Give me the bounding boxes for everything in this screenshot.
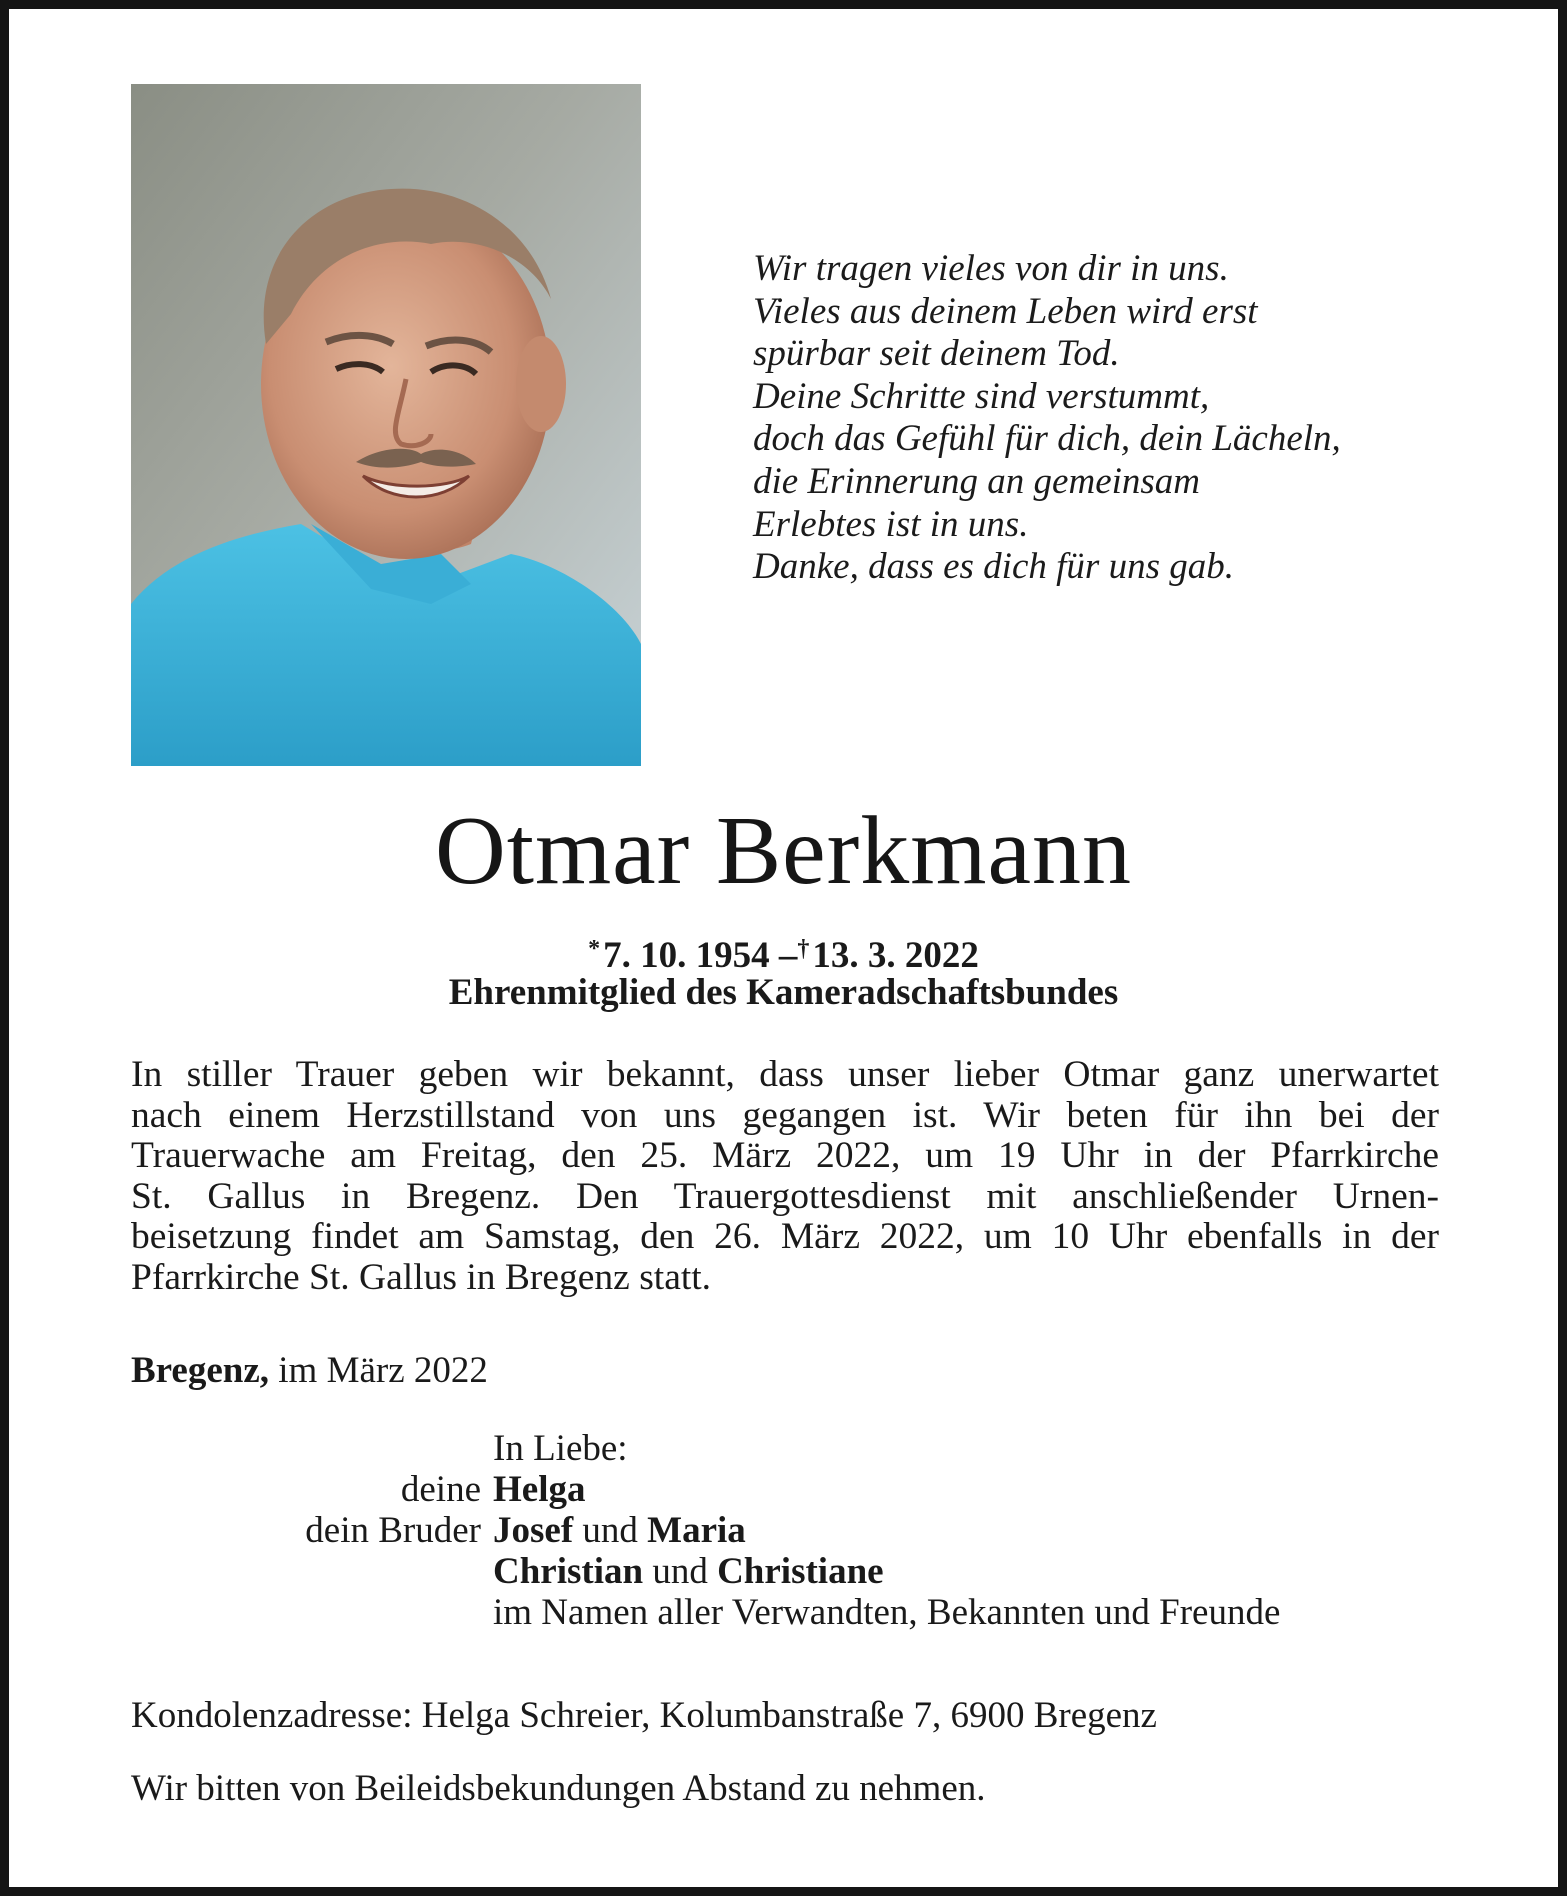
mourner-name: Josef bbox=[493, 1510, 574, 1551]
announcement-line: Trauerwache am Freitag, den 25. März 2022, um 19 Uhr in der Pfarrkirche bbox=[131, 1135, 1439, 1176]
verse-line: Danke, dass es dich für uns gab. bbox=[753, 546, 1234, 588]
verse-line: die Erinnerung an gemeinsam bbox=[753, 460, 1201, 502]
verse-line: Deine Schritte sind verstummt, bbox=[753, 375, 1210, 417]
honorary-title: Ehrenmitglied des Kameradschaftsbundes bbox=[448, 972, 1119, 1013]
announcement-text bbox=[131, 1055, 1439, 1298]
memorial-verse bbox=[753, 248, 1453, 589]
announcement-line: Pfarrkirche St. Gallus in Bregenz statt. bbox=[131, 1256, 712, 1298]
mourner-name: Helga bbox=[493, 1469, 586, 1510]
relation-label: deine bbox=[400, 1469, 481, 1510]
mourner-name: Christian bbox=[493, 1551, 644, 1592]
relation-label: dein Bruder bbox=[305, 1510, 481, 1551]
announcement-line: St. Gallus in Bregenz. Den Trauergottesdienst mit anschließender Urnen- bbox=[131, 1175, 1439, 1217]
signoff-row bbox=[131, 1510, 1471, 1551]
signoff-row bbox=[131, 1592, 1471, 1633]
announcement-line: beisetzung findet am Samstag, den 26. März 2022, um 10 Uhr ebenfalls in der bbox=[131, 1216, 1439, 1257]
deceased-name: Otmar Berkmann bbox=[434, 797, 1133, 905]
signoff-intro: In Liebe: bbox=[493, 1428, 628, 1469]
signoff-row bbox=[131, 1469, 1471, 1510]
place-city: Bregenz, bbox=[131, 1350, 270, 1391]
birth-symbol: * bbox=[588, 936, 601, 962]
portrait-illustration bbox=[131, 84, 641, 766]
mourner-name: Maria bbox=[647, 1510, 746, 1551]
portrait-photo bbox=[131, 84, 641, 766]
signoff-relatives: im Namen aller Verwandten, Bekannten und Freunde bbox=[493, 1592, 1281, 1633]
signoff-block bbox=[131, 1428, 1471, 1633]
verse-line: Erlebtes ist in uns. bbox=[753, 503, 1029, 545]
conjunction: und bbox=[582, 1510, 638, 1551]
verse-line: spürbar seit deinem Tod. bbox=[753, 333, 1120, 375]
death-date: 13. 3. 2022 bbox=[812, 935, 979, 976]
announcement-line: nach einem Herzstillstand von uns gegangen ist. Wir beten für ihn bei der bbox=[131, 1094, 1439, 1136]
life-dates bbox=[0, 928, 1567, 977]
birth-date: 7. 10. 1954 bbox=[603, 935, 770, 976]
verse-line: Vieles aus deinem Leben wird erst bbox=[753, 290, 1258, 332]
place-date bbox=[131, 1350, 488, 1392]
signoff-row bbox=[131, 1551, 1471, 1592]
condolence-address: Kondolenzadresse: Helga Schreier, Kolumbanstraße 7, 6900 Bregenz bbox=[131, 1695, 1157, 1736]
signoff-intro-row bbox=[131, 1428, 1471, 1469]
place-month: im März 2022 bbox=[278, 1350, 488, 1391]
date-separator: – bbox=[778, 935, 798, 976]
verse-line: Wir tragen vieles von dir in uns. bbox=[753, 248, 1229, 289]
death-symbol: † bbox=[797, 936, 810, 962]
announcement-line: In stiller Trauer geben wir bekannt, dass unser lieber Otmar ganz unerwartet bbox=[131, 1054, 1439, 1095]
conjunction: und bbox=[652, 1551, 708, 1592]
verse-line: doch das Gefühl für dich, dein Lächeln, bbox=[753, 418, 1341, 460]
mourner-name: Christiane bbox=[717, 1551, 884, 1592]
closing-note: Wir bitten von Beileidsbekundungen Abstand zu nehmen. bbox=[131, 1768, 986, 1809]
